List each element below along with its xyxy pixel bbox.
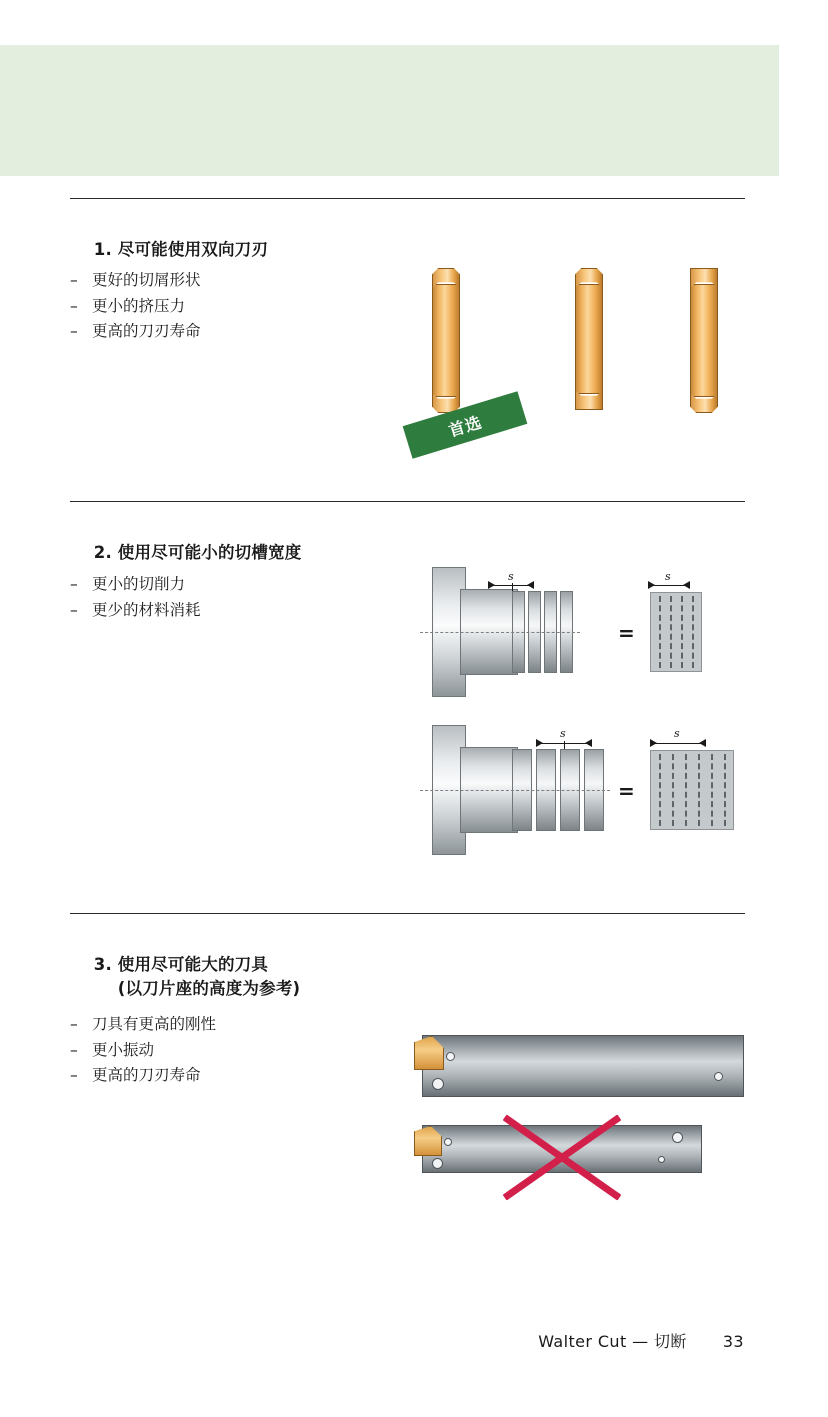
dim-arrow-left [648, 581, 655, 589]
section-1-title: 尽可能使用双向刀刃 [117, 239, 269, 259]
bullet-text: 更小的挤压力 [92, 296, 186, 315]
figure-groove-width-comparison [400, 555, 760, 885]
section-1-number: 1. [93, 239, 112, 259]
double-ended-insert [432, 268, 460, 413]
section-divider-2 [70, 501, 745, 502]
list-item: – 更少的材料消耗 [70, 600, 201, 619]
bullet-text: 更少的材料消耗 [92, 600, 201, 619]
ribbon-label: 首选 [446, 411, 485, 441]
dim-arrow-left [536, 739, 543, 747]
section-3-number: 3. [93, 954, 112, 974]
single-ended-insert-a [575, 268, 603, 410]
narrow-chip-block [650, 592, 702, 672]
dim-arrow-left [488, 581, 495, 589]
figure-tool-size-comparison [400, 1020, 760, 1200]
list-item: – 更小振动 [70, 1040, 155, 1059]
equals-sign-2: = [618, 779, 635, 803]
bullet-text: 刀具有更高的刚性 [92, 1015, 217, 1033]
preferred-ribbon [403, 391, 528, 459]
top-banner [0, 45, 779, 176]
dim-arrow-left [650, 739, 657, 747]
section-2-number: 2. [93, 542, 112, 562]
bullet-text: 更高的刀刃寿命 [92, 322, 201, 341]
bullet-text: 更小的切削力 [92, 575, 186, 593]
dimension-line-s-4 [650, 743, 706, 744]
list-item: – 更高的刀刃寿命 [70, 1066, 201, 1085]
list-item: – 更小的切削力 [70, 575, 186, 593]
equals-sign-1: = [618, 621, 635, 645]
section-3-title-line-2: (以刀片座的高度为参考) [117, 978, 301, 998]
bullet-text: 更小振动 [92, 1040, 155, 1059]
dimension-label-s: s [508, 570, 514, 583]
list-item: – 刀具有更高的刚性 [70, 1015, 217, 1033]
footer-title: Walter Cut — 切断 [538, 1332, 687, 1351]
dimension-label-s: s [665, 570, 671, 583]
single-ended-insert-b [690, 268, 718, 413]
wide-chip-block [650, 750, 734, 830]
dim-arrow-right [585, 739, 592, 747]
section-2-title: 使用尽可能小的切槽宽度 [117, 542, 302, 562]
section-divider-1 [70, 198, 745, 199]
dim-arrow-right [683, 581, 690, 589]
list-item: – 更小的挤压力 [70, 296, 186, 315]
bullet-text: 更高的刀刃寿命 [92, 1066, 201, 1085]
page-footer [516, 1310, 744, 1371]
section-3-bullets [70, 1012, 216, 1089]
dimension-label-s: s [560, 727, 566, 740]
list-item: – 更好的切屑形状 [70, 271, 201, 289]
page-number: 33 [722, 1332, 744, 1351]
section-1-bullets [70, 268, 201, 345]
figure-double-ended-inserts [400, 258, 760, 458]
dimension-label-s: s [674, 727, 680, 740]
bullet-text: 更好的切屑形状 [92, 271, 201, 289]
section-3-title-line-1: 使用尽可能大的刀具 [117, 954, 269, 974]
list-item: – 更高的刀刃寿命 [70, 322, 201, 341]
dim-arrow-right [699, 739, 706, 747]
section-divider-3 [70, 913, 745, 914]
dim-arrow-right [527, 581, 534, 589]
section-3-heading [70, 929, 300, 1025]
section-2-bullets [70, 572, 201, 623]
